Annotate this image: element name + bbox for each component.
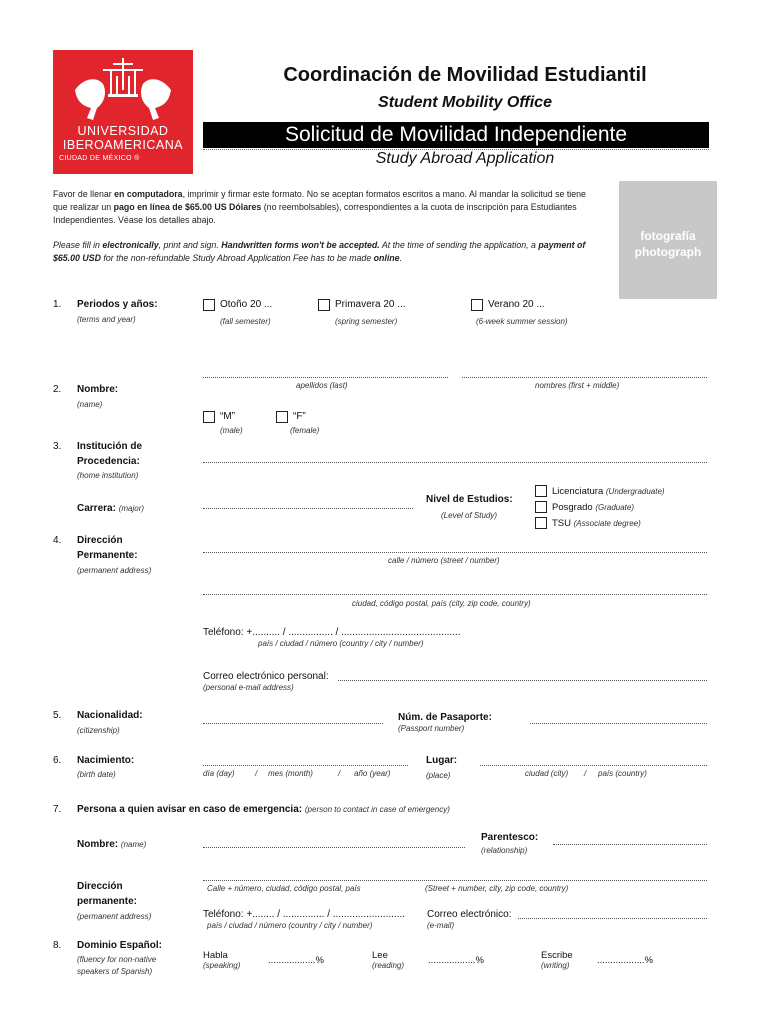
name-label: Nombre:	[77, 384, 119, 395]
first-name-field[interactable]	[462, 377, 707, 378]
female-sublabel: (female)	[290, 426, 320, 435]
name-sublabel: (name)	[77, 400, 103, 409]
career-label: Carrera: (major)	[77, 503, 145, 514]
phone-field[interactable]: Teléfono: +.......... / ................ / ...........................................	[203, 627, 461, 638]
university-logo	[53, 50, 193, 174]
graduate-checkbox[interactable]	[535, 501, 547, 513]
spanish-fluency-sublabel-1: (fluency for non-native	[77, 955, 157, 964]
emergency-email-sublabel: (e-mail)	[427, 921, 455, 930]
street-field[interactable]	[203, 552, 707, 553]
writing-sublabel: (writing)	[541, 961, 570, 970]
speaking-sublabel: (speaking)	[203, 961, 241, 970]
city-sublabel: ciudad, código postal, país (city, zip code, country)	[352, 599, 531, 608]
email-sublabel: (personal e-mail address)	[203, 683, 294, 692]
photo-label-en: photograph	[634, 245, 702, 259]
phone-sublabel: país / ciudad / número (country / city / number)	[258, 639, 424, 648]
spanish-fluency-sublabel-2: speakers of Spanish)	[77, 967, 153, 976]
logo-line-1: UNIVERSIDAD	[77, 124, 169, 138]
summer-sublabel: (6-week summer session)	[476, 317, 568, 326]
address-sublabel: (permanent address)	[77, 566, 152, 575]
emergency-name-field[interactable]	[203, 847, 465, 848]
address-label-2: Permanente:	[77, 550, 138, 561]
male-label: “M”	[220, 411, 235, 422]
undergraduate-label: Licenciatura (Undergraduate)	[552, 486, 665, 497]
birth-label: Nacimiento:	[77, 755, 135, 766]
emergency-email-field[interactable]	[518, 918, 707, 919]
emergency-address-hint-es: Calle + número, ciudad, código postal, país	[207, 884, 361, 893]
place-label: Lugar:	[426, 755, 458, 766]
month-sublabel: mes (month)	[268, 769, 313, 778]
institution-label-1: Institución de	[77, 441, 142, 452]
section-1-number: 1.	[53, 299, 62, 310]
institution-field[interactable]	[203, 462, 707, 463]
institution-sublabel: (home institution)	[77, 471, 139, 480]
logo-line-2: IBEROAMERICANA	[62, 138, 184, 152]
graduate-label: Posgrado (Graduate)	[552, 502, 634, 513]
email-label: Correo electrónico personal:	[203, 671, 329, 682]
street-sublabel: calle / número (street / number)	[388, 556, 500, 565]
emergency-address-hint-en: (Street + number, city, zip code, country)	[425, 884, 569, 893]
place-country-sublabel: país (country)	[598, 769, 647, 778]
male-checkbox[interactable]	[203, 411, 215, 423]
emergency-name-label: Nombre: (name)	[77, 839, 147, 850]
intro-spanish: Favor de llenar en computadora, imprimir y firmar este formato. No se aceptan formatos escritos a mano. Al mandar la solicitud se tiene que realizar un pago en línea de $65.00 US Dólares (no reembolsables), correspondientes a la cuota de inscripción para Estudiantes Independientes. Véase los detalles abajo.	[53, 189, 586, 225]
section-8-number: 8.	[53, 940, 62, 951]
fall-sublabel: (fall semester)	[220, 317, 271, 326]
date-separator-2: /	[338, 769, 341, 778]
birth-date-field[interactable]	[203, 765, 408, 766]
emergency-address-label-1: Dirección	[77, 881, 123, 892]
fall-label: Otoño 20 ...	[220, 299, 273, 310]
last-name-field[interactable]	[203, 377, 448, 378]
birth-place-field[interactable]	[480, 765, 707, 766]
summer-label: Verano 20 ...	[488, 299, 545, 310]
place-separator: /	[584, 769, 587, 778]
undergraduate-checkbox[interactable]	[535, 485, 547, 497]
emergency-address-label-2: permanente:	[77, 896, 138, 907]
level-label: Nivel de Estudios:	[426, 494, 513, 505]
city-field[interactable]	[203, 594, 707, 595]
spring-checkbox[interactable]	[318, 299, 330, 311]
emergency-phone-sublabel: país / ciudad / número (country / city / number)	[207, 921, 373, 930]
citizenship-label: Nacionalidad:	[77, 710, 143, 721]
spanish-fluency-label: Dominio Español:	[77, 940, 162, 951]
section-3-number: 3.	[53, 441, 62, 452]
date-separator-1: /	[255, 769, 258, 778]
address-label-1: Dirección	[77, 535, 123, 546]
writing-label: Escribe	[541, 950, 573, 961]
section-4-number: 4.	[53, 535, 62, 546]
relationship-sublabel: (relationship)	[481, 846, 528, 855]
photo-label-es: fotografía	[640, 229, 696, 243]
speaking-percent-field[interactable]: ..................%	[268, 955, 324, 966]
fall-checkbox[interactable]	[203, 299, 215, 311]
summer-checkbox[interactable]	[471, 299, 483, 311]
reading-sublabel: (reading)	[372, 961, 405, 970]
place-sublabel: (place)	[426, 771, 451, 780]
emergency-address-field[interactable]	[203, 880, 707, 881]
associate-label: TSU (Associate degree)	[552, 518, 641, 529]
level-sublabel: (Level of Study)	[441, 511, 498, 520]
emergency-email-label: Correo electrónico:	[427, 909, 512, 920]
passport-sublabel: (Passport number)	[398, 724, 465, 733]
intro-english: Please fill in electronically, print and sign. Handwritten forms won't be accepted. At the time of sending the application, a payment of $65.00 USD for the non-refundable Study Abroad Application Fee has to be made online.	[53, 240, 586, 263]
place-city-sublabel: ciudad (city)	[525, 769, 569, 778]
title-divider	[203, 149, 709, 150]
writing-percent-field[interactable]: ..................%	[597, 955, 653, 966]
section-2-number: 2.	[53, 384, 62, 395]
section-5-number: 5.	[53, 710, 62, 721]
spring-sublabel: (spring semester)	[335, 317, 398, 326]
logo-line-3: CIUDAD DE MÉXICO ®	[59, 155, 140, 162]
emergency-contact-label: Persona a quien avisar en caso de emergencia: (person to contact in case of emergency)	[77, 804, 450, 815]
office-subtitle: Student Mobility Office	[378, 94, 552, 111]
last-name-sublabel: apellidos (last)	[296, 381, 348, 390]
form-title: Solicitud de Movilidad Independiente	[203, 122, 709, 148]
reading-percent-field[interactable]: ..................%	[428, 955, 484, 966]
day-sublabel: día (day)	[203, 769, 235, 778]
speaking-label: Habla	[203, 950, 228, 961]
photo-placeholder[interactable]	[619, 181, 717, 299]
form-subtitle: Study Abroad Application	[375, 150, 555, 167]
section-6-number: 6.	[53, 755, 62, 766]
passport-field[interactable]	[530, 723, 707, 724]
email-field[interactable]	[338, 680, 707, 681]
office-title: Coordinación de Movilidad Estudiantil	[283, 64, 647, 86]
institution-label-2: Procedencia:	[77, 456, 140, 467]
section-7-number: 7.	[53, 804, 62, 815]
birth-sublabel: (birth date)	[77, 770, 116, 779]
relationship-field[interactable]	[553, 844, 707, 845]
terms-label: Periodos y años:	[77, 299, 158, 310]
emergency-address-sublabel: (permanent address)	[77, 912, 152, 921]
female-checkbox[interactable]	[276, 411, 288, 423]
terms-sublabel: (terms and year)	[77, 315, 136, 324]
female-label: “F”	[293, 411, 306, 422]
passport-label: Núm. de Pasaporte:	[398, 712, 492, 723]
citizenship-sublabel: (citizenship)	[77, 726, 120, 735]
first-name-sublabel: nombres (first + middle)	[535, 381, 620, 390]
associate-checkbox[interactable]	[535, 517, 547, 529]
male-sublabel: (male)	[220, 426, 243, 435]
relationship-label: Parentesco:	[481, 832, 539, 843]
emergency-phone-field[interactable]: Teléfono: +........ / ............... / ..........................	[203, 909, 406, 920]
year-sublabel: año (year)	[354, 769, 391, 778]
reading-label: Lee	[372, 950, 388, 961]
career-field[interactable]	[203, 508, 413, 509]
spring-label: Primavera 20 ...	[335, 299, 406, 310]
citizenship-field[interactable]	[203, 723, 383, 724]
